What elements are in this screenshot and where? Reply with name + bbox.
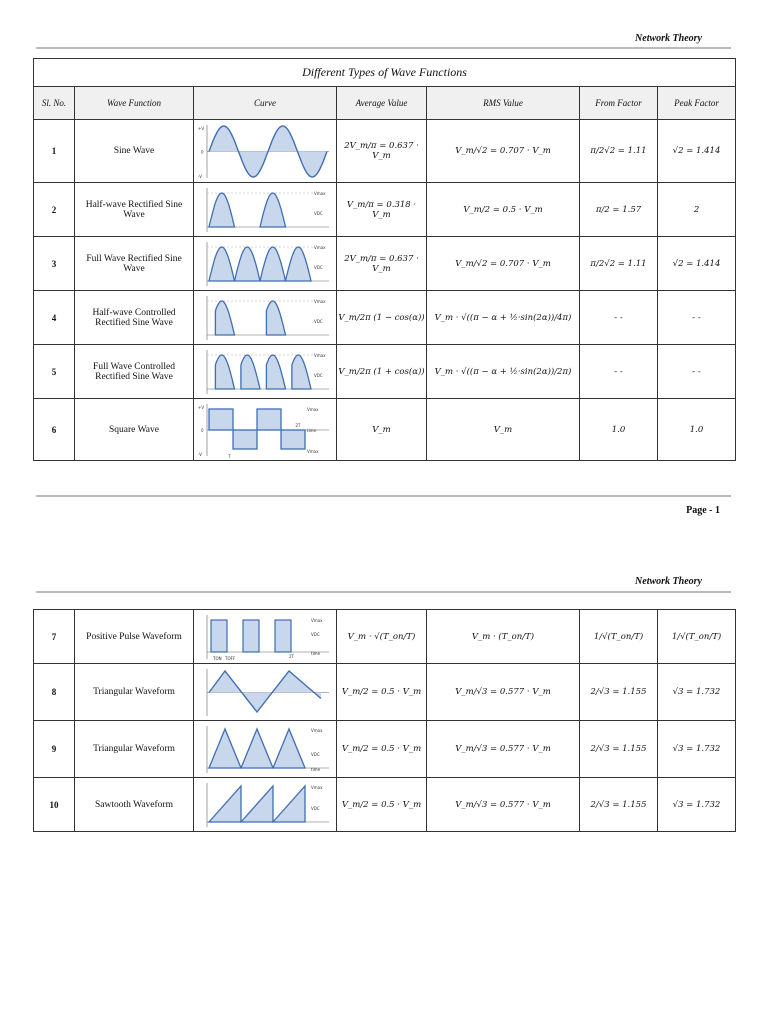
rect-lobe: [260, 193, 286, 227]
wave-function-name: Triangular Waveform: [75, 664, 194, 721]
page-header: Network Theory: [635, 33, 702, 44]
rms-value: V_m/√3 = 0.577 · V_m: [427, 721, 580, 778]
peak-factor: √3 = 1.732: [658, 664, 736, 721]
curve-half-ctrl: [197, 293, 333, 343]
row-number: 2: [34, 183, 75, 237]
label-minus-v: -V: [198, 451, 202, 457]
wave-table-page2: [33, 609, 736, 832]
wave-table-page1: [33, 58, 736, 461]
wave-row: [34, 610, 736, 664]
label-plus-v: +V: [198, 125, 205, 131]
rect-lobe: [209, 247, 235, 281]
row-number: 9: [34, 721, 75, 778]
label-time: time: [311, 766, 321, 772]
rms-value: V_m · √((π − α + ½·sin(2α))/2π): [427, 345, 580, 399]
curve-cell: [194, 721, 337, 778]
rms-value: V_m: [427, 399, 580, 461]
wave-row: [34, 183, 736, 237]
average-value: V_m/2 = 0.5 · V_m: [337, 664, 427, 721]
wave-row: [34, 778, 736, 832]
peak-factor: 2: [658, 183, 736, 237]
row-number: 5: [34, 345, 75, 399]
col-header: Average Value: [337, 87, 427, 120]
triangle-peak: [241, 729, 273, 768]
curve-cell: [194, 399, 337, 461]
curve-cell: [194, 610, 337, 664]
wave-row: [34, 721, 736, 778]
rect-lobe: [209, 193, 235, 227]
curve-triangle-pos: [197, 723, 333, 776]
col-header: Sl. No.: [34, 87, 75, 120]
pulse: [275, 620, 291, 652]
col-header: Wave Function: [75, 87, 194, 120]
rect-lobe: [235, 247, 261, 281]
wave-function-name: Triangular Waveform: [75, 721, 194, 778]
rms-value: V_m/√3 = 0.577 · V_m: [427, 778, 580, 832]
wave-function-name: Full Wave Rectified Sine Wave: [75, 237, 194, 291]
wave-row: [34, 291, 736, 345]
label-vdc: VDC: [311, 805, 320, 811]
rect-lobe: [215, 355, 234, 389]
label-vdc: VDC: [314, 264, 323, 270]
wave-function-name: Sawtooth Waveform: [75, 778, 194, 832]
label-toff: TOFF: [225, 655, 236, 661]
curve-square: [197, 401, 333, 459]
label-ton: TON: [213, 655, 222, 661]
wave-function-name: Square Wave: [75, 399, 194, 461]
rect-lobe: [266, 301, 285, 335]
label-vmax: Vmax: [314, 244, 326, 250]
label-vdc: VDC: [314, 210, 323, 216]
rect-lobe: [215, 301, 234, 335]
rect-lobe: [241, 355, 260, 389]
label-vdc: VDC: [311, 631, 320, 637]
average-value: V_m · √(T_on/T): [337, 610, 427, 664]
label-plus-v: +V: [198, 404, 205, 410]
row-number: 6: [34, 399, 75, 461]
curve-cell: [194, 120, 337, 183]
label-vmin: Vmax: [307, 448, 319, 454]
footer-rule: [36, 495, 731, 497]
header-rule: [36, 47, 731, 49]
triangle-peak: [209, 729, 241, 768]
label-2t: 2T: [295, 422, 301, 428]
curve-triangle: [197, 666, 333, 719]
peak-factor: √3 = 1.732: [658, 778, 736, 832]
form-factor: 2/√3 = 1.155: [580, 721, 658, 778]
wave-function-name: Positive Pulse Waveform: [75, 610, 194, 664]
sawtooth-ramp: [273, 786, 305, 822]
peak-factor: √2 = 1.414: [658, 237, 736, 291]
row-number: 10: [34, 778, 75, 832]
pulse: [211, 620, 227, 652]
peak-factor: √2 = 1.414: [658, 120, 736, 183]
peak-factor: 1/√(T_on/T): [658, 610, 736, 664]
label-vmax: Vmax: [307, 406, 319, 412]
wave-row: [34, 237, 736, 291]
rms-value: V_m/√2 = 0.707 · V_m: [427, 120, 580, 183]
form-factor: π/2√2 = 1.11: [580, 237, 658, 291]
curve-cell: [194, 778, 337, 832]
row-number: 8: [34, 664, 75, 721]
rms-value: V_m · (T_on/T): [427, 610, 580, 664]
row-number: 3: [34, 237, 75, 291]
rms-value: V_m/√2 = 0.707 · V_m: [427, 237, 580, 291]
peak-factor: - -: [658, 291, 736, 345]
label-vdc: VDC: [311, 751, 320, 757]
square-pulse: [233, 430, 257, 449]
rect-lobe: [260, 247, 286, 281]
page-header-2: Network Theory: [635, 576, 702, 587]
page-number: Page - 1: [686, 505, 720, 516]
square-pulse: [281, 430, 305, 449]
form-factor: - -: [580, 291, 658, 345]
row-number: 4: [34, 291, 75, 345]
label-vmax: Vmax: [314, 298, 326, 304]
average-value: V_m/2 = 0.5 · V_m: [337, 778, 427, 832]
peak-factor: 1.0: [658, 399, 736, 461]
average-value: V_m/π = 0.318 · V_m: [337, 183, 427, 237]
form-factor: 1.0: [580, 399, 658, 461]
label-time: time: [307, 427, 317, 433]
form-factor: π/2 = 1.57: [580, 183, 658, 237]
curve-cell: [194, 664, 337, 721]
pulse: [243, 620, 259, 652]
form-factor: 2/√3 = 1.155: [580, 778, 658, 832]
curve-full-ctrl: [197, 347, 333, 397]
label-time: time: [311, 650, 321, 656]
col-header: RMS Value: [427, 87, 580, 120]
curve-sawtooth: [197, 780, 333, 830]
header-rule-2: [36, 591, 731, 593]
label-vdc: VDC: [314, 372, 323, 378]
sawtooth-ramp: [209, 786, 241, 822]
row-number: 1: [34, 120, 75, 183]
average-value: V_m: [337, 399, 427, 461]
wave-row: [34, 399, 736, 461]
rms-value: V_m/2 = 0.5 · V_m: [427, 183, 580, 237]
wave-row: [34, 120, 736, 183]
triangle-fill: [209, 671, 321, 712]
row-number: 7: [34, 610, 75, 664]
wave-function-name: Full Wave Controlled Rectified Sine Wave: [75, 345, 194, 399]
square-pulse: [209, 409, 233, 430]
label-zero: 0: [201, 427, 204, 433]
curve-sine: [197, 122, 333, 181]
average-value: V_m/2π (1 − cos(α)): [337, 291, 427, 345]
form-factor: 2/√3 = 1.155: [580, 664, 658, 721]
label-vmax: Vmax: [311, 617, 323, 623]
curve-pulse: [197, 612, 333, 662]
wave-function-name: Half-wave Rectified Sine Wave: [75, 183, 194, 237]
label-vmax: Vmax: [311, 727, 323, 733]
average-value: V_m/2 = 0.5 · V_m: [337, 721, 427, 778]
label-zero: 0: [201, 149, 204, 154]
curve-cell: [194, 183, 337, 237]
label-minus-v: -V: [198, 173, 202, 179]
label-vdc: VDC: [314, 318, 323, 324]
curve-half-rect: [197, 185, 333, 235]
curve-cell: [194, 345, 337, 399]
rect-lobe: [292, 355, 311, 389]
curve-full-rect: [197, 239, 333, 289]
average-value: V_m/2π (1 + cos(α)): [337, 345, 427, 399]
rect-lobe: [266, 355, 285, 389]
average-value: 2V_m/π = 0.637 · V_m: [337, 120, 427, 183]
average-value: 2V_m/π = 0.637 · V_m: [337, 237, 427, 291]
square-pulse: [257, 409, 281, 430]
sawtooth-ramp: [241, 786, 273, 822]
triangle-peak: [273, 729, 305, 768]
wave-row: [34, 345, 736, 399]
label-t: T: [228, 453, 231, 459]
form-factor: π/2√2 = 1.11: [580, 120, 658, 183]
col-header: From Factor: [580, 87, 658, 120]
form-factor: - -: [580, 345, 658, 399]
peak-factor: √3 = 1.732: [658, 721, 736, 778]
label-2t: 2T: [289, 653, 294, 659]
label-vmax: Vmax: [314, 352, 326, 358]
curve-cell: [194, 291, 337, 345]
rms-value: V_m · √((π − α + ½·sin(2α))/4π): [427, 291, 580, 345]
col-header: Curve: [194, 87, 337, 120]
curve-cell: [194, 237, 337, 291]
col-header: Peak Factor: [658, 87, 736, 120]
table-title: Different Types of Wave Functions: [34, 59, 736, 87]
wave-function-name: Half-wave Controlled Rectified Sine Wave: [75, 291, 194, 345]
rms-value: V_m/√3 = 0.577 · V_m: [427, 664, 580, 721]
label-vmax: Vmax: [311, 784, 323, 790]
wave-function-name: Sine Wave: [75, 120, 194, 183]
label-vmax: Vmax: [314, 190, 326, 196]
wave-row: [34, 664, 736, 721]
table-header-row: [34, 87, 736, 120]
rect-lobe: [286, 247, 312, 281]
form-factor: 1/√(T_on/T): [580, 610, 658, 664]
peak-factor: - -: [658, 345, 736, 399]
